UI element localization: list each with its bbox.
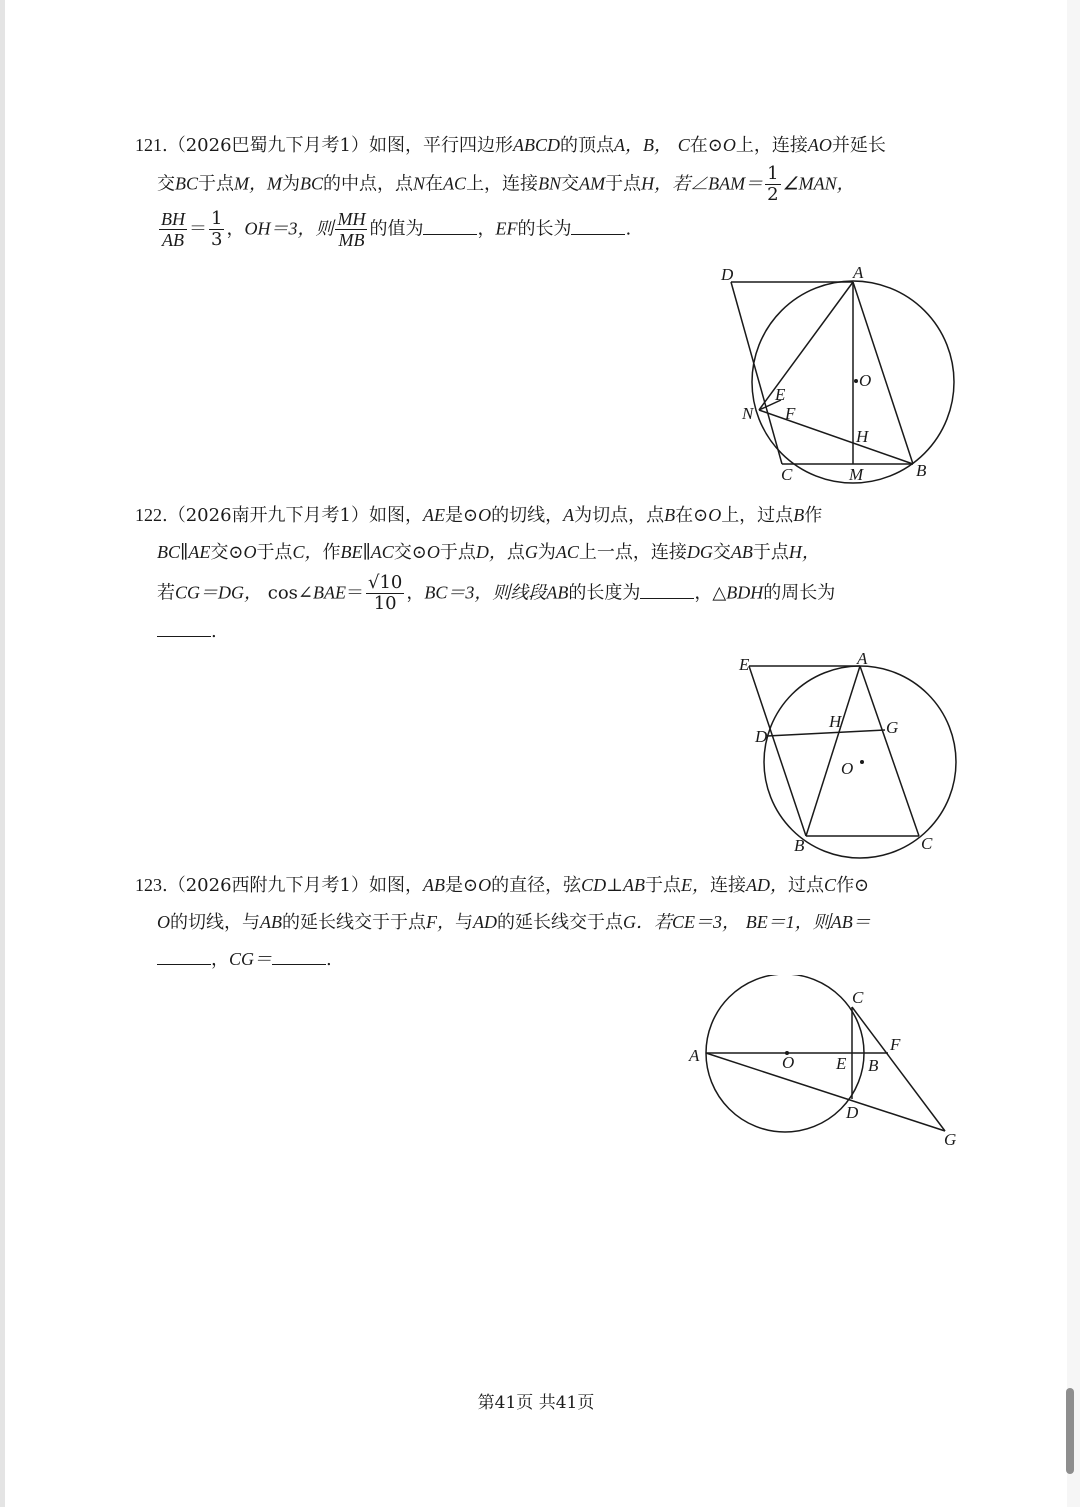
text: 上，连接	[466, 173, 539, 195]
label-a: A	[853, 263, 864, 282]
problem-123-line-2	[135, 904, 965, 941]
problem-123-line-3	[135, 941, 965, 978]
math: M，	[234, 173, 268, 194]
math: BC	[300, 173, 324, 194]
label-o: O	[841, 759, 854, 778]
text: .	[326, 949, 332, 970]
math: N	[413, 173, 426, 194]
text: 是⊙	[445, 505, 479, 526]
text: 的长为	[517, 218, 572, 240]
math: AE	[188, 542, 211, 562]
segment-dg	[767, 730, 885, 736]
label-b: B	[868, 1056, 879, 1075]
text: 为	[537, 542, 556, 563]
label-g: G	[944, 1130, 957, 1149]
math: B	[793, 505, 805, 525]
text: 上，连接	[735, 135, 808, 156]
math: A，	[614, 135, 643, 155]
text: 于点	[605, 173, 642, 195]
label-f: F	[890, 1035, 901, 1054]
figure-122	[733, 650, 973, 860]
math: B，	[643, 135, 672, 155]
denominator: MB	[338, 230, 365, 250]
math: E，	[681, 875, 711, 895]
segment-ac	[860, 666, 919, 836]
answer-blank	[571, 216, 625, 235]
math: CG＝	[229, 949, 273, 969]
text: 的值为	[369, 218, 424, 240]
figure-123	[683, 975, 973, 1155]
math: CD	[581, 875, 607, 895]
label-b: B	[916, 461, 927, 480]
problem-122-line-4	[135, 614, 965, 650]
text: 过点	[788, 875, 825, 896]
answer-blank	[640, 580, 694, 599]
label-o: O	[782, 1053, 795, 1072]
math: AB＝	[830, 912, 871, 932]
text: 为	[282, 173, 301, 195]
problem-number: 121	[135, 135, 162, 155]
problem-122-line-2	[135, 534, 965, 571]
answer-blank	[157, 618, 211, 637]
text: 作⊙	[836, 875, 870, 896]
denominator: 10	[373, 593, 397, 614]
text: 在⊙	[675, 505, 709, 526]
fraction	[335, 209, 367, 250]
text: 的顶点	[560, 135, 614, 156]
text: cos∠	[267, 582, 313, 604]
math: BAE	[313, 582, 346, 603]
math: AC	[555, 542, 579, 562]
segment-nb	[759, 410, 913, 464]
text: 如图，	[369, 875, 423, 896]
text: ，	[477, 218, 496, 240]
problem-121-line-2	[135, 164, 965, 205]
math: D，	[475, 542, 507, 562]
text: 于点	[645, 875, 682, 896]
problem-121-line-1: 121.（2026巴蜀九下月考1）如图，平行四边形ABCD的顶点A，B， C在⊙O上，连接AO并延长	[135, 135, 886, 156]
problem-121-line-3	[135, 209, 965, 250]
text: 的延长线交于于点	[282, 912, 426, 933]
text: 交	[561, 173, 580, 195]
math: G．若	[623, 912, 672, 932]
math: O	[722, 135, 736, 155]
text: 在	[425, 173, 444, 195]
label-c: C	[921, 834, 933, 853]
text: 交⊙	[393, 542, 427, 563]
center-point-o	[854, 379, 858, 383]
figure-121	[713, 262, 973, 487]
text: .	[211, 621, 217, 642]
math: O	[708, 505, 722, 525]
fraction	[765, 164, 780, 205]
math: O	[478, 505, 492, 525]
segment-dc	[731, 282, 782, 464]
text: 的长度为	[568, 582, 641, 604]
text: 于点	[256, 542, 293, 563]
text: 的直径，弦	[491, 875, 582, 896]
problem-122	[135, 497, 965, 650]
text: 上，过点	[721, 505, 794, 526]
problem-number: 123	[135, 875, 162, 895]
math: G	[524, 542, 538, 562]
text: 点	[506, 542, 525, 563]
label-a: A	[857, 650, 868, 668]
text: 为切点，点	[574, 505, 665, 526]
math: O	[157, 912, 170, 932]
text: ∥	[180, 542, 189, 563]
text: 与	[455, 912, 473, 933]
fraction	[209, 209, 224, 250]
text: 作	[322, 542, 341, 563]
text: ＝	[346, 582, 364, 604]
text: 在⊙	[689, 135, 723, 156]
math: AB	[423, 875, 445, 895]
label-h: H	[856, 427, 869, 446]
denominator: 3	[211, 229, 223, 250]
denominator: 2	[767, 184, 779, 205]
problem-source: （2026南开九下月考1）	[167, 505, 369, 526]
text: 上一点，连接	[578, 542, 687, 563]
label-c: C	[852, 988, 864, 1007]
text: 交	[712, 542, 731, 563]
numerator: 1	[211, 208, 223, 229]
text: 连接	[710, 875, 747, 896]
scrollbar-thumb[interactable]	[1066, 1388, 1074, 1474]
text: 并延长	[831, 135, 886, 156]
problem-122-line-1: 122.（2026南开九下月考1）如图，AE是⊙O的切线，A为切点，点B在⊙O上，过点B作	[135, 505, 823, 526]
label-d: D	[755, 727, 768, 746]
numerator: MH	[337, 209, 366, 229]
math: ABCD	[513, 135, 560, 155]
math: AE	[423, 505, 445, 525]
text: 的中点，点	[323, 173, 414, 195]
text: 的切线，	[491, 505, 564, 526]
math: AB	[546, 582, 569, 603]
label-c: C	[781, 465, 793, 484]
problem-number: 122	[135, 505, 162, 525]
math: AD，	[746, 875, 789, 895]
math: DG	[686, 542, 713, 562]
problem-122-line-3	[135, 573, 965, 614]
text: 交	[157, 173, 175, 195]
text: 于点	[198, 173, 235, 195]
answer-blank	[423, 216, 477, 235]
math: M	[267, 173, 283, 194]
math: BC	[175, 173, 199, 194]
label-b: B	[794, 836, 805, 855]
segment-cg	[852, 1007, 945, 1131]
math: CG＝DG，	[175, 582, 263, 603]
label-g: G	[886, 718, 899, 737]
text: 是⊙	[445, 875, 479, 896]
text: ⊥	[606, 875, 624, 896]
problem-123	[135, 867, 965, 978]
math: AC	[370, 542, 394, 562]
segment-ab	[806, 666, 860, 836]
label-o: O	[859, 371, 872, 390]
math: AM	[579, 173, 606, 194]
math: ∠MAN，	[782, 173, 855, 194]
math: C	[677, 135, 690, 155]
text: 于点	[752, 542, 789, 563]
math: H，	[788, 542, 820, 562]
problem-source: （2026巴蜀九下月考1）	[167, 135, 369, 156]
fraction	[366, 573, 404, 614]
label-m: M	[849, 465, 864, 484]
text: ，△	[694, 582, 727, 604]
math: BE	[340, 542, 363, 562]
label-h: H	[829, 712, 842, 731]
text: 的切线，与	[170, 912, 260, 933]
math: BC＝3，则线段	[424, 582, 547, 603]
math: BDH	[726, 582, 764, 603]
math: CE＝3，	[672, 912, 741, 932]
math: C，	[292, 542, 323, 562]
text: 的延长线交于点	[497, 912, 623, 933]
math: OH＝3，则	[244, 218, 334, 239]
math: BE＝1，则	[745, 912, 831, 932]
math: O	[426, 542, 440, 562]
fraction	[159, 209, 187, 250]
label-e: E	[836, 1054, 847, 1073]
text: 作	[804, 505, 823, 526]
math: H，若∠BAM＝	[641, 173, 764, 194]
text: 如图，平行四边形	[369, 135, 513, 156]
document-page	[5, 0, 1067, 1507]
page-footer	[5, 1388, 1067, 1413]
math: AB	[730, 542, 753, 562]
math: AB	[623, 875, 646, 895]
math: B	[664, 505, 676, 525]
math: AC	[443, 173, 467, 194]
text: ＝	[189, 218, 207, 240]
numerator: 1	[767, 163, 779, 184]
answer-blank	[272, 946, 326, 965]
problem-source: （2026西附九下月考1）	[167, 875, 369, 896]
text: ，	[211, 949, 229, 970]
label-n: N	[742, 404, 754, 423]
segment-an	[759, 282, 853, 410]
text: 交⊙	[210, 542, 244, 563]
math: O	[243, 542, 257, 562]
label-d: D	[721, 265, 734, 284]
numerator: √10	[368, 572, 403, 593]
denominator: AB	[162, 230, 184, 250]
math: O	[478, 875, 492, 895]
label-e: E	[739, 655, 750, 674]
math: F，	[426, 912, 455, 932]
math: C	[824, 875, 837, 895]
problem-121	[135, 127, 965, 250]
math: AB	[260, 912, 282, 932]
math: EF	[495, 218, 518, 239]
text: ，	[406, 582, 425, 604]
label-a: A	[689, 1046, 700, 1065]
text: ，	[226, 218, 245, 240]
problem-123-line-1: 123.（2026西附九下月考1）如图，AB是⊙O的直径，弦CD⊥AB于点E，连接AD，过点C作⊙	[135, 875, 870, 896]
text: ∥	[362, 542, 371, 563]
page-number-text: 第41页 共41页	[477, 1393, 595, 1413]
label-d: D	[846, 1103, 859, 1122]
math: BC	[157, 542, 181, 562]
math: AO	[807, 135, 832, 155]
answer-blank	[157, 946, 211, 965]
numerator: BH	[161, 209, 185, 229]
text: .	[625, 218, 632, 240]
text: 的周长为	[763, 582, 836, 604]
math: AD	[473, 912, 497, 932]
text: 如图，	[369, 505, 423, 526]
text: 于点	[439, 542, 476, 563]
math: BN	[538, 173, 562, 194]
label-f: F	[785, 404, 796, 423]
center-point-o	[860, 760, 864, 764]
text: 若	[157, 582, 175, 604]
label-e: E	[775, 385, 786, 404]
math: A	[563, 505, 575, 525]
